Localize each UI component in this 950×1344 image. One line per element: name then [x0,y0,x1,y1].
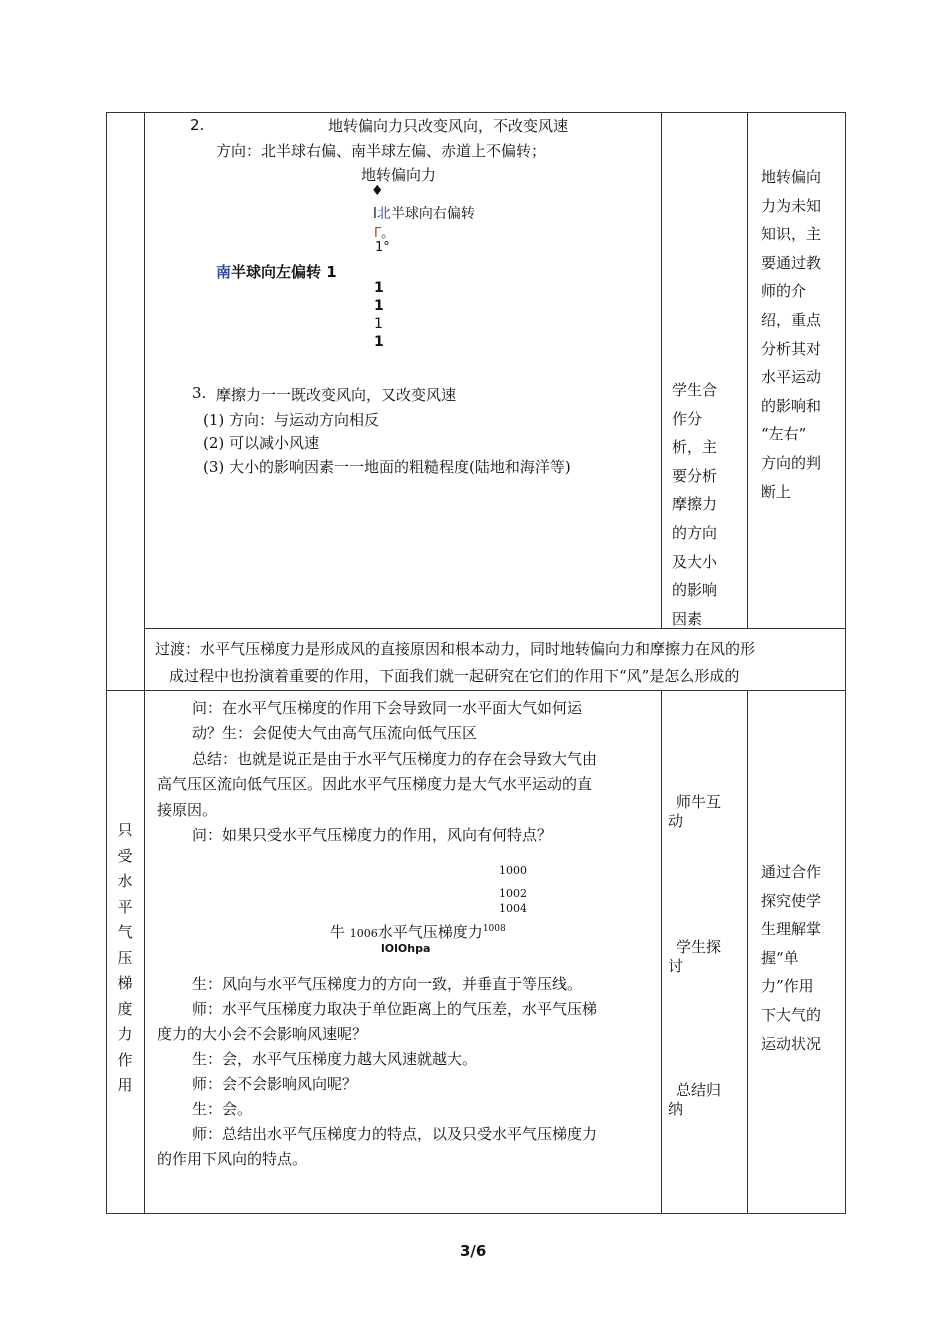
stage-char: 水 [117,872,133,890]
row1-activity-cell [672,376,742,633]
row1-activity-line: 析，主 [672,438,718,457]
diagram-title: 地转偏向力 [361,166,437,184]
dialog-line-1: 问：在水平气压梯度的作用下会导致同一水平面大气如何运 [192,699,583,717]
diagram-arrow-icon: ♦ [371,183,384,199]
item3-title: 摩擦力一一既改变风向，又改变风速 [216,386,457,404]
item2-title: 地转偏向力只改变风向，不改变风速 [328,117,569,135]
diagram-one-4: 1 [374,334,384,350]
dialog-line-13: 师：总结出水平气压梯度力的特点，以及只受水平气压梯度力 [192,1125,598,1143]
row2-intent-line: 生理解掌 [761,920,822,939]
row2-intent-line: 力”作用 [761,977,814,996]
row1-intent-line: “左右” [761,425,807,444]
table-border-bottom [106,1213,846,1214]
dialog-line-8: 师：水平气压梯度力取决于单位距离上的气压差，水平气压梯 [192,1000,598,1018]
diagram-south-label [216,261,337,282]
row2-intent-line: 下大气的 [761,1005,822,1024]
col-divider-stage [144,112,145,1214]
stage-char: 用 [117,1076,133,1094]
isobar-1000: 1000 [499,864,527,877]
row1-intent-line: 分析其对 [761,339,822,358]
diagram-one-3: 1 [374,316,383,332]
dialog-line-10: 生：会，水平气压梯度力越大风速就越大。 [192,1050,478,1068]
transition-line-1: 过渡：水平气压梯度力是形成风的直接原因和根本动力，同时地转偏向力和摩擦力在风的形 [155,640,756,658]
dialog-line-4: 高气压区流向低气压区。因此水平气压梯度力是大气水平运动的直 [157,775,593,793]
south-rest: 半球向左偏转 1 [231,263,337,281]
isobar-1004: 1004 [499,902,527,915]
dialog-line-11: 师：会不会影响风向呢？ [192,1075,358,1093]
col-divider-content-lower [661,690,662,1214]
row1-activity-line: 因素 [672,609,703,628]
dialog-line-2: 动？生：会促使大气由高气压流向低气压区 [192,724,478,742]
item3-number: 3. [192,384,207,402]
activity-line: 动 [668,812,684,830]
activity-line: 师牛互 [676,793,722,811]
row2-intent-line: 探究使学 [761,891,822,910]
dialog-line-3: 总结：也就是说正是由于水平气压梯度力的存在会导致大气由 [192,750,598,768]
row1-intent-line: 师的介 [761,282,807,301]
isobar-prefix: 牛 [330,923,346,941]
item3-point-3: (3) 大小的影响因素一一地面的粗糙程度(陆地和海洋等) [203,458,571,476]
stage-char: 只 [117,821,133,839]
stage-char: 梯 [117,974,133,992]
row1-intent-line: 地转偏向 [761,168,822,186]
row2-activity-3 [668,1081,740,1119]
diagram-degree-mark: 1° [375,240,390,255]
isobar-force-label: 水平气压梯度力 [377,923,483,941]
dialog-line-12: 生：会。 [192,1100,253,1118]
dialog-line-9: 度力的大小会不会影响风速呢？ [157,1025,368,1043]
item3-point-2: (2) 可以减小风速 [203,434,320,452]
row1-activity-line: 摩擦力 [672,495,718,514]
row2-intent-line: 运动状况 [761,1034,822,1053]
row1-activity-line: 的方向 [672,523,718,542]
stage-char: 平 [117,897,133,916]
item2-number: 2. [190,116,205,134]
table-border-top [106,112,846,113]
dialog-line-7: 生：风向与水平气压梯度力的方向一致，并垂直于等压线。 [192,975,583,993]
row1-intent-line: 知识，主 [761,225,822,244]
activity-line: 纳 [668,1100,684,1118]
row2-intent-cell [761,858,841,1058]
stage-char: 度 [117,999,133,1018]
direction-line: 方向：北半球右偏、南半球左偏、赤道上不偏转； [216,142,547,160]
transition-line-2: 成过程中也扮演着重要的作用，下面我们就一起研究在它们的作用下“风”是怎么形成的 [169,667,740,685]
stage-char: 作 [117,1050,133,1069]
north-prefix: l [373,206,377,222]
page-number: 3/6 [460,1242,487,1260]
red-rest: 。 [381,226,395,241]
row1-intent-line: 水平运动 [761,368,822,387]
row1-intent-line: 断上 [761,482,792,501]
stage-char: 压 [117,948,133,967]
stage-char: 力 [117,1025,133,1043]
stage-label [114,818,136,1099]
row1-activity-line: 的影响 [672,581,718,600]
table-border-left [106,112,107,1214]
row1-activity-line: 及大小 [672,552,718,571]
isobar-1006: 1006 [349,927,378,940]
dialog-line-5: 接原因。 [157,801,218,819]
item3-point-1: (1) 方向：与运动方向相反 [203,411,380,429]
col-divider-activity-lower [747,690,748,1214]
row1-activity-line: 作分 [672,409,703,428]
isobar-1008: 1008 [482,924,506,934]
diagram-one-1: 1 [374,280,384,296]
activity-line: 讨 [668,957,684,975]
stage-char: 气 [117,923,133,941]
row2-intent-line: 通过合作 [761,863,822,881]
col-divider-content-upper [661,112,662,628]
row-divider-transition-bottom [106,690,846,691]
row1-intent-line: 力为未知 [761,196,822,215]
activity-line: 学生探 [676,938,722,956]
diagram-north-label [373,203,475,223]
row2-intent-line: 握“单 [761,948,799,967]
diagram-red-mark [374,222,394,241]
row1-intent-cell [761,163,841,506]
dialog-line-14: 的作用下风向的特点。 [157,1150,308,1168]
dialog-line-6: 问：如果只受水平气压梯度力的作用，风向有何特点？ [192,826,553,844]
row1-intent-line: 方向的判 [761,453,822,472]
north-rest: 半球向右偏转 [390,206,475,222]
row1-intent-line: 要通过教 [761,253,822,272]
activity-line: 总结归 [676,1081,722,1099]
red-mark: Γ [374,226,382,241]
isobar-unit: lOlOhpa [381,942,431,955]
row1-intent-line: 绍，重点 [761,310,822,329]
table-border-right [845,112,846,1214]
isobar-1002: 1002 [499,887,527,900]
row2-activity-1 [668,793,740,831]
col-divider-activity-upper [747,112,748,628]
diagram-one-2: 1 [374,298,384,314]
south-char: 南 [216,263,232,281]
stage-char: 受 [117,846,133,865]
north-char: 北 [376,206,391,222]
row1-activity-line: 学生合 [672,381,718,399]
row2-activity-2 [668,938,740,976]
row1-activity-line: 要分析 [672,466,718,485]
isobar-main-label [330,921,506,942]
row1-intent-line: 的影响和 [761,396,822,415]
